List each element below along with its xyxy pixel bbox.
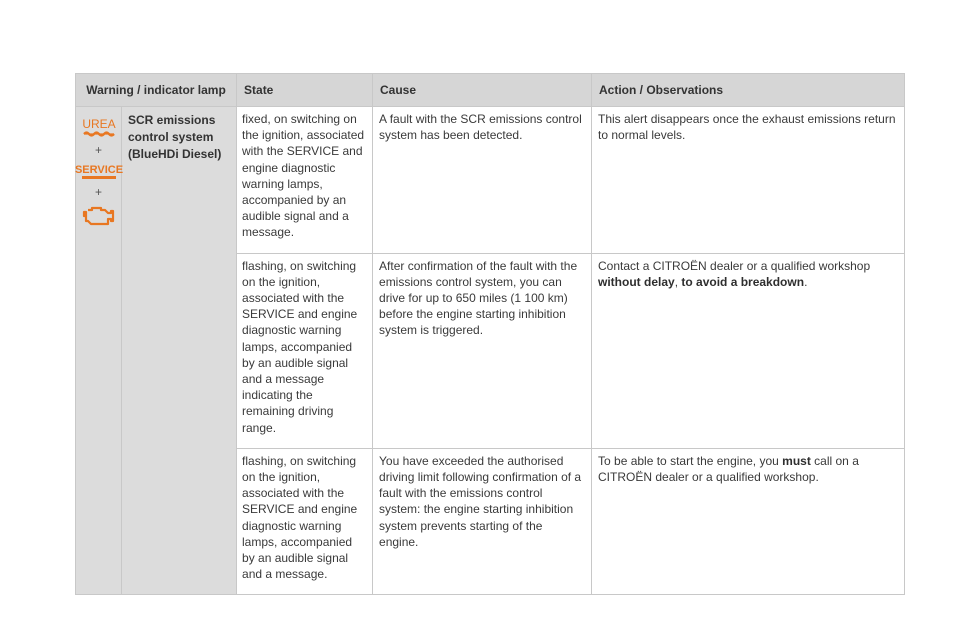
action-cell [592,253,905,448]
table-row [76,107,905,254]
action-emphasis: to avoid a breakdown [681,274,805,289]
cause-cell: You have exceeded the authorised driving limit following confirmation of a fault with the emissions control system: the engine starting inhibition system prevents starting of the engine. [373,448,592,595]
action-text: To be able to start the engine, you [598,453,779,468]
plus-sign: + [94,185,102,199]
action-text: Contact a CITROËN dealer or a qualified workshop [598,258,871,273]
header-cause: Cause [373,74,592,107]
header-action: Action / Observations [592,74,905,107]
cause-cell: A fault with the SCR emissions control system has been detected. [373,107,592,254]
header-lamp: Warning / indicator lamp [76,74,237,107]
urea-icon [81,117,117,139]
action-cell: This alert disappears once the exhaust emissions return to normal levels. [592,107,905,254]
action-text: call on a CITROËN dealer or a qualified workshop. [598,453,859,485]
header-state: State [237,74,373,107]
plus-sign: + [94,143,102,157]
state-cell: fixed, on switching on the ignition, associated with the SERVICE and engine diagnostic warning lamps, accompanied by an audible signal and a message. [237,107,373,254]
action-emphasis: must [782,453,811,468]
urea-icon-label: UREA [81,117,116,131]
action-separator: , [674,274,682,289]
action-emphasis: without delay [598,274,675,289]
service-icon [74,161,123,181]
engine-icon [82,203,116,227]
warning-lamp-table [75,73,905,595]
state-cell: flashing, on switching on the ignition, associated with the SERVICE and engine diagnostic warning lamps, accompanied by an audible signal and a message indicating the remaining driving range. [237,253,373,448]
table-header-row [76,74,905,107]
cause-cell: After confirmation of the fault with the emissions control system, you can drive for up to 650 miles (1 100 km) before the engine starting inhibition system is triggered. [373,253,592,448]
state-cell: flashing, on switching on the ignition, associated with the SERVICE and engine diagnostic warning lamps, accompanied by an audible signal and a message. [237,448,373,595]
lamp-icons-cell [76,107,122,595]
system-name: SCR emissions control system (BlueHDi Diesel) [122,107,237,595]
action-text: . [804,274,808,289]
service-icon-label: SERVICE [74,164,123,176]
action-cell [592,448,905,595]
